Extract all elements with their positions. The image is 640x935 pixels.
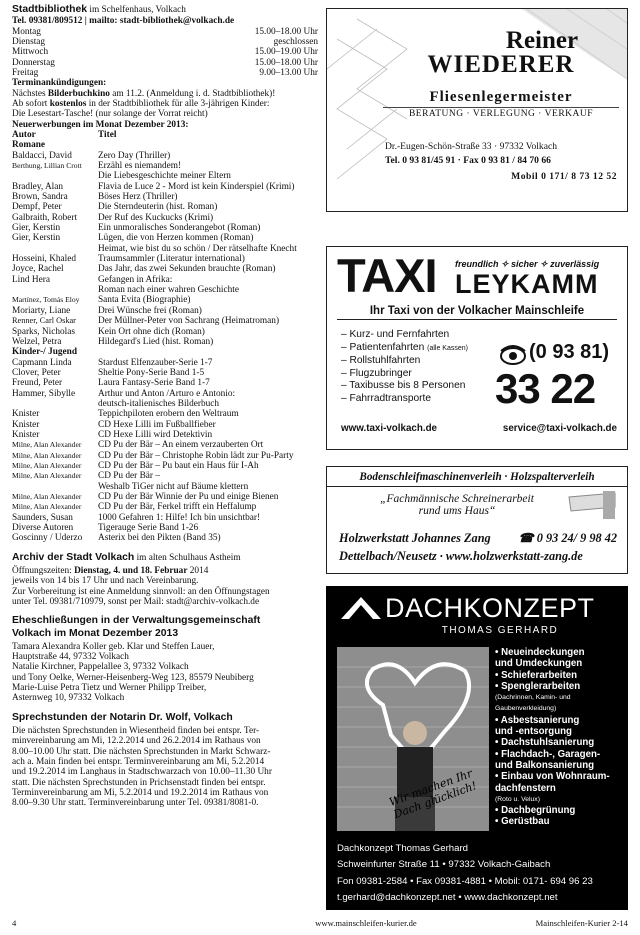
- marriages-heading-2: Volkach im Monat Dezember 2013: [12, 627, 179, 639]
- book-author: Milne, Alan Alexander: [12, 492, 82, 502]
- contact-block: [337, 841, 593, 906]
- ad-holzwerkstatt: [326, 466, 628, 574]
- text-line: und Tony Oelke, Werner-Heisenberg-Weg 123, 85579 Neubiberg: [12, 672, 254, 683]
- page-number: 4: [12, 918, 17, 928]
- contact-line: Fon 09381-2584 • Fax 09381-4881 • Mobil: 0171- 694 96 23: [337, 875, 593, 887]
- book-title: Der Ruf des Kuckucks (Krimi): [98, 212, 214, 223]
- book-author: [12, 482, 98, 492]
- text-line: und 19.2.2014 im Langhaus in Stadtschwarzach von 10.00–11.30 Uhr: [12, 767, 272, 778]
- book-row: [12, 523, 318, 533]
- text-line: Natalie Kirchner, Pappelallee 3, 97332 Volkach: [12, 662, 189, 673]
- brand-subtitle: THOMAS GERHARD: [441, 625, 559, 636]
- services-list: [495, 647, 625, 828]
- novels-list: [12, 151, 318, 348]
- book-title: CD Pu der Bär – An einem verzauberten Ort: [98, 440, 264, 451]
- notary-heading: Sprechstunden der Notarin Dr. Wolf, Volkach: [12, 711, 233, 723]
- library-contact: Tel. 09381/809512 | mailto: stadt-bibliothek@volkach.de: [12, 16, 235, 27]
- book-author: Berthung, Lillian Crott: [12, 161, 82, 171]
- time: 15.00–18.00 Uhr: [254, 26, 318, 37]
- opening-hours: [12, 27, 318, 79]
- announcement: Die Lesestart-Tasche! (nur solange der Vorrat reicht): [12, 109, 208, 120]
- book-row: [12, 461, 318, 471]
- book-row: [12, 244, 318, 254]
- book-title: Kein Ort ohne dich (Roman): [98, 326, 205, 337]
- announcement: Ab sofort kostenlos in der Stadtbibliothek für alle 3-jährigen Kinder:: [12, 98, 270, 109]
- left-column: [12, 4, 318, 809]
- taxi-slogan: freundlich ✧ sicher ✧ zuverlässig: [455, 259, 600, 269]
- text-line: 8.00–10.00 Uhr statt. Die nächsten Sprechstunden in Markt Schwarz-: [12, 746, 271, 757]
- book-title: Drei Wünsche frei (Roman): [98, 305, 202, 316]
- phone: ☎ 0 93 24/ 9 98 42: [518, 531, 617, 545]
- book-author: [12, 171, 98, 181]
- taxi-service: – Taxibusse bis 8 Personen: [341, 380, 466, 392]
- book-title: Böses Herz (Thriller): [98, 192, 178, 203]
- text-line: jeweils von 14 bis 17 Uhr und nach Vereinbarung.: [12, 576, 199, 587]
- book-author: Capmann Linda: [12, 357, 72, 368]
- book-row: [12, 161, 318, 171]
- phone: Tel. 0 93 81/45 91 · Fax 0 93 81 / 84 70 66: [385, 155, 551, 166]
- book-row: [12, 337, 318, 347]
- location-website: Dettelbach/Neusetz · www.holzwerkstatt-zang.de: [339, 549, 583, 563]
- book-author: Goscinny / Uderzo: [12, 533, 83, 544]
- taxi-service: – Flugzubringer: [341, 367, 412, 379]
- hours-row: [12, 37, 318, 47]
- day: Donnerstag: [12, 57, 55, 68]
- service-item: • Schieferarbeiten: [495, 669, 577, 681]
- kids-heading: Kinder-/ Jugend: [12, 347, 78, 358]
- day: Mittwoch: [12, 47, 49, 58]
- novels-heading: Romane: [12, 140, 46, 151]
- book-row: [12, 378, 318, 388]
- book-title: Die Liebesgeschichte meiner Eltern: [98, 171, 231, 182]
- library-heading: Stadtbibliothek im Schelfenhaus, Volkach: [12, 4, 186, 15]
- contact-line: Schweinfurter Straße 11 • 97332 Volkach-Gaibach: [337, 859, 551, 871]
- day: Dienstag: [12, 36, 46, 47]
- text-line: unter Tel. 09381/710979, sonst per Mail: stadt@archiv-volkach.de: [12, 596, 260, 607]
- book-author: Milne, Alan Alexander: [12, 471, 82, 481]
- book-author: Knister: [12, 419, 40, 430]
- services: BERATUNG · VERLEGUNG · VERKAUF: [383, 107, 619, 119]
- time: geschlossen: [273, 36, 318, 47]
- book-row: [12, 502, 318, 512]
- text-line: 8.00–9.30 Uhr statt. Terminvereinbarung unter Tel. 09381/8081-0.: [12, 798, 259, 809]
- taxi-website[interactable]: www.taxi-volkach.de: [341, 423, 438, 434]
- service-item: Gaubenverkleidung): [495, 705, 557, 713]
- book-author: Joyce, Rachel: [12, 264, 64, 275]
- text-line: Asternweg 10, 97332 Volkach: [12, 693, 125, 704]
- service-item: • Gerüstbau: [495, 816, 550, 828]
- marriages-text: [12, 642, 318, 704]
- book-row: [12, 285, 318, 295]
- book-title: Gefangen in Afrika:: [98, 274, 173, 285]
- book-row: [12, 368, 318, 378]
- text-line: minvereinbarung am Mi, 12.2.2014 und 26.2.2014 im Rathaus von: [12, 736, 261, 747]
- book-row: [12, 327, 318, 337]
- contact-line: t.gerhard@dachkonzept.net • www.dachkonzept.net: [337, 891, 558, 903]
- book-row: [12, 233, 318, 243]
- service-item: und Balkonsanierung: [495, 759, 595, 771]
- text-line: ach a. Main finden bei entspr. Terminvereinbarung am Mi, 5.2.2014: [12, 757, 265, 768]
- book-row: [12, 399, 318, 409]
- book-row: [12, 440, 318, 450]
- book-row: [12, 409, 318, 419]
- book-row: [12, 306, 318, 316]
- book-title: Flavia de Luce 2 - Mord ist kein Kinderspiel (Krimi): [98, 181, 295, 192]
- taxi-service: – Rollstuhlfahrten: [341, 355, 421, 367]
- company-name: Reiner: [505, 27, 579, 54]
- ad-dachkonzept: [326, 586, 628, 910]
- book-title: Arthur und Anton /Arturo e Antonio:: [98, 388, 236, 399]
- ad-wiederer: [326, 8, 628, 212]
- text-line: statt. Die nächsten Sprechstunden in Prichsenstadt finden bei entspr.: [12, 777, 266, 788]
- book-title: Sheltie Pony-Serie Band 1-5: [98, 367, 205, 378]
- taxi-email[interactable]: service@taxi-volkach.de: [502, 423, 617, 434]
- company-surname: WIEDERER: [427, 51, 575, 78]
- book-author: Lind Hera: [12, 274, 50, 285]
- ad-taxi: [326, 246, 628, 450]
- book-author: [12, 399, 98, 409]
- book-title: CD Pu der Bär Winnie der Pu und einige Bienen: [98, 492, 279, 503]
- archive-text: [12, 576, 318, 607]
- kids-list: [12, 358, 318, 544]
- book-row: [12, 451, 318, 461]
- book-title: Ein unmoralisches Sonderangebot (Roman): [98, 223, 261, 234]
- mobile: Mobil 0 171/ 8 73 12 52: [511, 171, 617, 182]
- text-line: Marie-Luise Petra Tietz und Werner Philipp Treiber,: [12, 683, 207, 694]
- taxi-service: – Patientenfahrten (alle Kassen): [341, 341, 468, 353]
- book-author: Welzel, Petra: [12, 336, 62, 347]
- book-title: CD Pu der Bär – Christophe Robin lädt zur Pu-Party: [98, 450, 294, 461]
- book-row: [12, 223, 318, 233]
- archive-heading: Archiv der Stadt Volkach im alten Schulhaus Astheim: [12, 551, 241, 563]
- page-footer: [12, 918, 628, 928]
- book-row: [12, 254, 318, 264]
- day: Freitag: [12, 67, 39, 78]
- book-title: CD Pu der Bär –: [98, 471, 160, 482]
- book-title: Traumsammler (Literatur international): [98, 254, 245, 265]
- rental-services: Bodenschleifmaschinenverleih · Holzspalterverleih: [327, 471, 627, 487]
- trade: Fliesenlegermeister: [429, 89, 573, 105]
- new-acquisitions-heading: Neuerwerbungen im Monat Dezember 2013:: [12, 119, 189, 130]
- hours-row: [12, 68, 318, 78]
- book-title: Stardust Elfenzauber-Serie 1-7: [98, 357, 213, 368]
- book-author: Galbraith, Robert: [12, 212, 78, 223]
- book-author: Gier, Kerstin: [12, 233, 61, 244]
- book-row: [12, 192, 318, 202]
- roofer-photo: [337, 647, 489, 831]
- book-author: Brown, Sandra: [12, 192, 68, 203]
- book-author: Hammer, Sibylle: [12, 388, 76, 399]
- announcement: Nächstes Bilderbuchkino am 11.2. (Anmeldung i. d. Stadtbibliothek)!: [12, 88, 276, 99]
- book-author: Diverse Autoren: [12, 523, 74, 534]
- notary-text: [12, 726, 318, 809]
- book-title: Roman nach einer wahren Geschichte: [98, 285, 239, 296]
- hours-row: [12, 47, 318, 57]
- book-author: Milne, Alan Alexander: [12, 460, 82, 470]
- announcements-heading: Terminankündigungen:: [12, 78, 107, 89]
- book-author: Moriarty, Liane: [12, 305, 71, 316]
- book-author: Dempf, Peter: [12, 202, 62, 213]
- book-row: [12, 182, 318, 192]
- book-title: deutsch-italienisches Bilderbuch: [98, 398, 220, 409]
- book-author: [12, 285, 98, 295]
- text-line: Tamara Alexandra Koller geb. Klar und Steffen Lauer,: [12, 641, 215, 652]
- book-title: CD Pu der Bär, Ferkel trifft ein Heffalump: [98, 502, 257, 513]
- book-row: [12, 202, 318, 212]
- book-author: Milne, Alan Alexander: [12, 450, 82, 460]
- book-title: CD Hexe Lilli im Fußballfieber: [98, 419, 216, 430]
- service-item: • Dachbegrünung: [495, 805, 576, 817]
- roof-logo-icon: [341, 597, 381, 619]
- book-author: [12, 244, 98, 254]
- book-author: Clover, Peter: [12, 367, 61, 378]
- book-author: Saunders, Susan: [12, 512, 73, 523]
- taxi-number: 33 22: [495, 365, 596, 412]
- book-title: Laura Fantasy-Serie Band 1-7: [98, 378, 210, 389]
- taxi-service: – Fahrradtransporte: [341, 392, 432, 404]
- book-title: Asterix bei den Pikten (Band 35): [98, 533, 221, 544]
- book-author: Martínez, Tomás Eloy: [12, 295, 80, 305]
- book-row: [12, 295, 318, 305]
- book-title: Hildegard's Lied (hist. Roman): [98, 336, 214, 347]
- taxi-subtitle: Ihr Taxi von der Volkacher Mainschleife: [337, 305, 617, 320]
- book-row: [12, 430, 318, 440]
- footer-website[interactable]: www.mainschleifen-kurier.de: [315, 918, 417, 928]
- text-line: Terminvereinbarung am Mi, 5.2.2014 und 19.2.2014 im Rathaus von: [12, 788, 269, 799]
- book-author: Renner, Carl Oskar: [12, 316, 76, 326]
- company-name: Holzwerkstatt Johannes Zang: [339, 531, 491, 545]
- book-row: [12, 264, 318, 274]
- book-author: Freund, Peter: [12, 378, 63, 389]
- service-item: • Dachstuhlsanierung: [495, 737, 595, 749]
- text-line: Die nächsten Sprechstunden in Wiesentheid finden bei entspr. Ter-: [12, 725, 260, 736]
- book-row: [12, 275, 318, 285]
- book-author: Baldacci, David: [12, 150, 72, 161]
- book-author: Knister: [12, 409, 40, 420]
- text-line: Zur Vorbereitung ist eine Anmeldung sinnvoll: an den Öffnungstagen: [12, 586, 270, 597]
- saw-icon: [565, 489, 619, 525]
- contact-line: Dachkonzept Thomas Gerhard: [337, 843, 469, 854]
- taxi-company: LEYKAMM: [455, 269, 599, 299]
- book-title: CD Hexe Lilli wird Detektivin: [98, 429, 213, 440]
- service-item: und -entsorgung: [495, 726, 572, 738]
- service-item: • Neueindeckungen: [495, 647, 585, 658]
- service-item: (Roto u. Velux): [495, 795, 540, 803]
- book-row: [12, 471, 318, 481]
- book-author: Knister: [12, 429, 40, 440]
- book-row: [12, 151, 318, 161]
- service-item: • Spenglerarbeiten: [495, 680, 581, 692]
- book-row: [12, 482, 318, 492]
- day: Montag: [12, 26, 41, 37]
- book-title: Santa Evita (Biographie): [98, 295, 191, 306]
- taxi-logo: TAXI: [337, 249, 437, 302]
- book-author: Milne, Alan Alexander: [12, 502, 82, 512]
- book-title: Tigeraugе Serie Band 1-26: [98, 523, 199, 534]
- book-author: Milne, Alan Alexander: [12, 440, 82, 450]
- book-row: [12, 513, 318, 523]
- book-title: Erzähl es niemandem!: [98, 161, 182, 172]
- book-row: [12, 389, 318, 399]
- book-author: Sparks, Nicholas: [12, 326, 76, 337]
- book-title: Die Sterndeuterin (hist. Roman): [98, 202, 218, 213]
- marriages-heading: Eheschließungen in der Verwaltungsgemeinschaft: [12, 615, 261, 627]
- book-row: [12, 420, 318, 430]
- taxi-services: [341, 329, 468, 406]
- book-title: Lügen, die von Herzen kommen (Roman): [98, 233, 254, 244]
- service-item: und Umdeckungen: [495, 658, 583, 670]
- service-item: • Einbau von Wohnraum-: [495, 771, 610, 783]
- taxi-area-code: (0 93 81): [529, 341, 610, 363]
- book-title: 1000 Gefahren 1: Hilfe! Ich bin unsichtbar!: [98, 512, 261, 523]
- slogan: „Fachmännische Schreinerarbeit rund ums Haus“: [380, 493, 534, 517]
- book-title: Der Müllner-Peter von Sachrang (Heimatroman): [98, 316, 280, 327]
- hours-row: [12, 27, 318, 37]
- hours-row: [12, 58, 318, 68]
- time: 9.00–13.00 Uhr: [259, 67, 318, 78]
- book-row: [12, 492, 318, 502]
- book-row: [12, 171, 318, 181]
- address: Dr.-Eugen-Schön-Straße 33 · 97332 Volkach: [385, 141, 558, 152]
- service-item: (Dachrinnen, Kamin- und: [495, 694, 571, 702]
- book-row: [12, 533, 318, 543]
- book-row: [12, 213, 318, 223]
- book-title: CD Pu der Bär – Pu baut ein Haus für I-Ah: [98, 460, 259, 471]
- service-item: • Flachdach-, Garagen-: [495, 748, 601, 760]
- book-title: Weshalb TiGer nicht auf Bäume klettern: [98, 481, 249, 492]
- book-author: Gier, Kerstin: [12, 223, 61, 234]
- service-item: dachfenstern: [495, 782, 556, 794]
- book-title: Teppichpiloten erobern den Weltraum: [98, 409, 239, 420]
- brand: DACHKONZEPT: [385, 593, 595, 623]
- phone-icon: [499, 343, 527, 365]
- book-author: Hosseini, Khaled: [12, 254, 77, 265]
- script-slogan: Wir machen Ihr Dach glücklich!: [387, 766, 479, 822]
- service-item: • Asbestsanierung: [495, 714, 580, 726]
- time: 15.00–19.00 Uhr: [254, 47, 318, 58]
- book-title: Zero Day (Thriller): [98, 150, 171, 161]
- book-author: Bradley, Alan: [12, 181, 64, 192]
- book-row: [12, 316, 318, 326]
- book-title: Heimat, wie bist du so schön / Der rätselhafte Knecht: [98, 243, 297, 254]
- time: 15.00–18.00 Uhr: [254, 57, 318, 68]
- archive-hours: Öffnungszeiten: Dienstag, 4. und 18. Februar 2014: [12, 565, 209, 576]
- book-list-header: Autor Titel: [12, 129, 117, 140]
- taxi-service: – Kurz- und Fernfahrten: [341, 329, 450, 340]
- book-row: [12, 358, 318, 368]
- text-line: Hauptstraße 44, 97332 Volkach: [12, 652, 129, 663]
- issue-label: Mainschleifen-Kurier 2-14: [535, 918, 628, 928]
- book-title: Das Jahr, das zwei Sekunden brauchte (Roman): [98, 264, 276, 275]
